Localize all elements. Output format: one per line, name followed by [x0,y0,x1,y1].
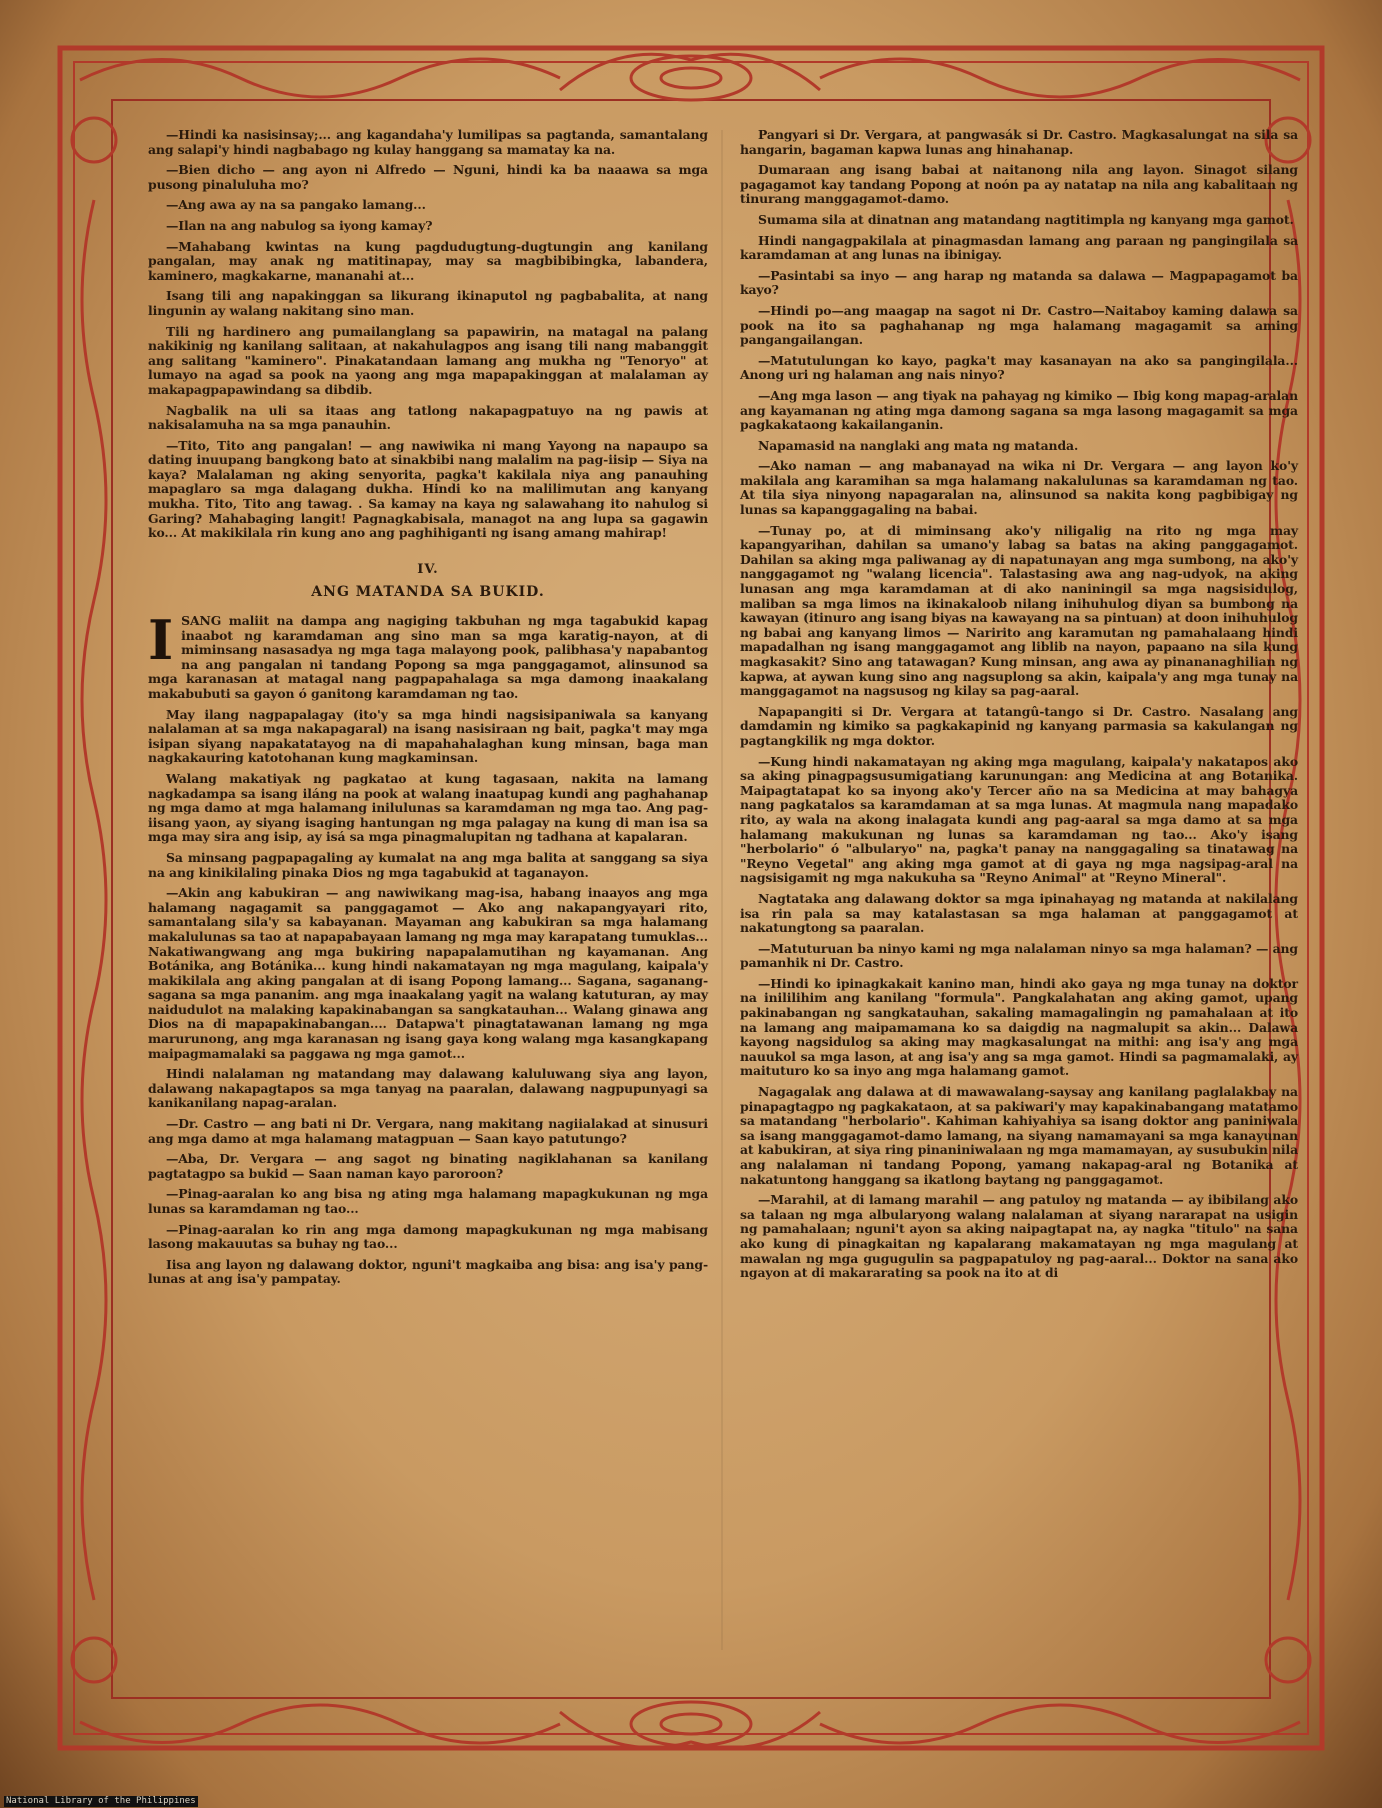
bottom-ornament [80,1702,1300,1748]
paragraph: —Pinag-aaralan ko ang bisa ng ating mga halamang mapagkukunan ng mga lunas sa karamdaman ng tao... [148,1186,708,1216]
paragraph: Hindi nangagpakilala at pinagmasdan lamang ang paraan ng pangingilala sa karamdaman at ang lunas na ibinigay. [740,232,1298,263]
paragraph: Nagagalak ang dalawa at di mawawalang-saysay ang kanilang paglalakbay na pinapagtagpo ng pagkakataon, at sa pakiwari'y may kapakinabangang matatamo sa matandang "herbolario". Kahiman kahiyahiya sa isang doktor ang paniniwala sa isang manggagamot-damo lamang, na siyang namamayani sa mga kanayunan at kabukiran, at siya ring pinaniniwalaan ng mga mamamayan, ay susubukin nila ang nalalaman ni tandang Popong, yamang nakapag-aral ng Botanika at nakatuntong hanggang sa ikatlong baytang ng panggagamot. [740,1084,1298,1187]
paragraph: —Bien dicho — ang ayon ni Alfredo — Nguni, hindi ka ba naaawa sa mga pusong pinaluluha mo? [148,162,708,192]
paragraph: —Aba, Dr. Vergara — ang sagot ng binating nagiklahanan sa kanilang pagtatagpo sa bukid — Saan naman kayo paroroon? [148,1151,708,1181]
paragraph: —Tito, Tito ang pangalan! — ang nawiwika ni mang Yayong na napaupo sa dating inuupang bangkong bato at sinakbibi nang malalim na pag-iisip — Siya na kaya? Malalaman ng aking senyorita, pagka't kakilala niya ang panauhing mapaglaro sa mga dalagang dukha. Hindi ko na malilimutan ang kanyang mukha. Tito, Tito ang tawag. . Sa kamay na kaya ng salawahang ito nahulog si Garing? Mahabaging langit! Pagnagkabisala, managot na ang lupa sa gagawin ko... At makikilala rin kung ano ang paghihiganti ng isang amang mahirap! [148,437,708,541]
paragraph: Sumama sila at dinatnan ang matandang nagtitimpla ng kanyang mga gamot. [758,211,1294,227]
paragraph: Pangyari si Dr. Vergara, at pangwasák si Dr. Castro. Magkasalungat na sila sa hangarin, bagaman kapwa lunas ang hinahanap. [740,127,1298,157]
paragraph-text: SANG maliit na dampa ang nagiging takbuhan ng mga tagabukid kapag inaabot ng karamdaman ang sino man sa mga karatig-nayon, at di miminsang nasasadya ng mga taga malayong pook, palibhasa'y napabantog na ang pangalan ni tandang Popong sa mga panggagamot, alinsunod sa mga karanasan at matagal nang pagpapahalaga sa mga damong inaakalang makabubuti sa gayon ó ganitong karamdaman ng tao. [148,613,708,701]
paragraph: Dumaraan ang isang babai at naitanong nila ang layon. Sinagot silang pagagamot kay tandang Popong at noón pa ay natatap na nila ang kabalitaan ng tinurang manggagamot-damo. [740,162,1298,207]
paragraph: —Mahabang kwintas na kung pagdudugtung-dugtungin ang kanilang pangalan, may anak ng matitinapay, may sa magbibibingka, labandera, kaminero, magkakarne, mananahi at... [148,238,708,283]
right-column [740,128,1298,1287]
paragraph-opening [148,608,708,702]
paragraph: —Hindi po—ang maagap na sagot ni Dr. Castro—Naitaboy kaming dalawa sa pook na ito sa paghahanap ng mga halamang magagamit sa aming pangangailangan. [740,302,1298,348]
paragraph: May ilang nagpapalagay (ito'y sa mga hindi nagsisipaniwala sa kanyang nalalaman at sa mga nakapagaral) na isang nasisiraan ng bait, pagka't may mga isipan siyang napakatatayog na di mapahahalaghan kung minsan, baga man nagkakauring katotohanan kung magkaminsan. [148,706,708,766]
paragraph: Napapangiti si Dr. Vergara at tatangû-tango si Dr. Castro. Nasalang ang damdamin ng kimiko sa pagkakapinid ng kanyang parmasia sa kakulangan ng pagtangkilik ng mga doktor. [740,703,1298,748]
paragraph: —Pinag-aaralan ko rin ang mga damong mapagkukunan ng mga mabisang lasong makauutas sa buhay ng tao... [148,1221,708,1252]
paragraph: Tili ng hardinero ang pumailanglang sa papawirin, na matagal na palang nakikinig ng kanilang salitaan, at nakahulagpos ang isang tili nang mabanggit ang salitang "kaminero". Pinakatandaan lamang ang mukha ng "Tenoryo" at lumayo na agad sa pook na yaong ang mga mapapakinggan at malalaman ay makapagpapawindang sa dibdib. [148,323,708,397]
paragraph: Walang makatiyak ng pagkatao at kung tagasaan, nakita na lamang nagkadampa sa isang iláng na pook at walang inaatupag kundi ang paghahanap ng mga damo at mga halamang inilulunas sa karamdaman ng mga tao. Ang pag-iisang yaon, ay siyang isaging hantungan ng mga palagay na kung di man isa sa mga may sira ang isip, ay isá sa mga pinagmalupitan ng tadhana at kapalaran. [148,770,708,845]
paragraph: —Hindi ko ipinagkakait kanino man, hindi ako gaya ng mga tunay na doktor na inililihim ang kanilang "formula". Pangkalahatan ang aking gamot, upang pakinabangan ng sangkatauhan, sakaling mamagalingin ng pamahalaan at ito na lamang ang maipamamana ko sa daigdig na nagmalupit sa akin... Dalawa kayong nagsidulog sa aking may magkasalungat na mithi: ang isa'y ang mga nauukol sa mga lason, at ang isa'y ang sa mga gamot. Hindi sa pagmamalaki, ay maituturo ko sa inyo ang mga halamang gamot. [740,975,1298,1079]
paragraph: —Pasintabi sa inyo — ang harap ng matanda sa dalawa — Magpapagamot ba kayo? [740,267,1298,298]
paragraph: Sa minsang pagpapagaling ay kumalat na ang mga balita at sanggang sa siya na ang kinikilaling pinaka Dios ng mga tagabukid at taganayon. [148,849,708,880]
section-title: ANG MATANDA SA BUKID. [311,584,545,601]
paragraph: Isang tili ang napakinggan sa likurang ikinaputol ng pagbabalita, at nang lingunin ay walang nakitang sino man. [148,288,708,318]
paragraph: —Ang awa ay na sa pangako lamang... [166,197,426,213]
paragraph: —Kung hindi nakamatayan ng aking mga magulang, kaipala'y nakatapos ako sa aking pinagpagsusumigatiang karunungan: ang Medicina at ang Botanika. Maipagtatapat ko sa inyong ako'y Tercer año na sa Medicina at may bahagya nang pagkatalos sa karamdaman at sa mga lunas. At magmula nang mapadako rito, ay wala na akong inalagata kundi ang pag-aaral sa mga damo at sa mga halamang makukunan ng lunas sa karamdaman ng tao... Ako'y isang "herbolario" ó "albularyo" na, pagka't panay na nanggagaling sa tinatawag na "Reyno Vegetal" ang aking mga gamot at di gaya ng mga nagsipag-aral na nagsisigamit ng mga nakukuha sa "Reyno Animal" at "Reyno Mineral". [740,753,1298,886]
paragraph: Hindi nalalaman ng matandang may dalawang kaluluwang siya ang layon, dalawang nakapagtapos sa mga tanyag na paaralan, dalawang nagpupunyagi sa kanikanilang napag-aralan. [148,1066,708,1111]
paragraph: Nagtataka ang dalawang doktor sa mga ipinahayag ng matanda at nakilalang isa rin pala sa may katalastasan sa mga halaman at panggagamot at nakatungtong sa paaralan. [740,890,1298,936]
paragraph: —Akin ang kabukiran — ang nawiwikang mag-isa, habang inaayos ang mga halamang nagagamit sa panggagamot — Ako ang nakapangyayari rito, samantalang sila'y sa kabayanan. Mayaman ang kabukiran sa mga halamang makalulunas sa tao at napapabayaan lamang ng mga may karapatang tumuklas... Nakatiwangwang ang mga bukiring napapalamutihan ng kayamanan. Ang Botánika, ang Botánika... kung hindi nakamatayan ng mga magulang, kaipala'y makikilala ang aking pangalan at di isang Popong lamang... Sagana, saganang-sagana sa mga pananim. ang mga inaakalang yagit na walang katuturan, ay may naidudulot na malaking kapakinabangan sa sangkatauhan... Walang ginawa ang Dios na di mapapakinabangan.... Datapwa't pinagtatawanan lamang ng mga marurunong, ang mga karanasan ng isang gaya kong walang mga kasangkapang maipagmamalaki sa paggawa ng mga gamot... [148,885,708,1061]
paragraph: —Marahil, at di lamang marahil — ang patuloy ng matanda — ay ibibilang ako sa talaan ng mga albularyong walang nalalaman at siyang nararapat na usigin ng pamahalaan; nguni't ayon sa aking naipagtapat na, ay nagka "titulo" na sana ako kung di pinagkaitan ng kapalarang makamatayan ng mga magulang at mawalan ng mga gugugulin sa pagpapatuloy ng pag-aaral... Doktor na sana ako ngayon at di makararating sa pook na ito at di [740,1192,1298,1281]
paragraph: Iisa ang layon ng dalawang doktor, nguni't magkaiba ang bisa: ang isa'y pang-lunas at ang isa'y pampatay. [148,1256,708,1287]
paragraph: —Ang mga lason — ang tiyak na pahayag ng kimiko — Ibig kong mapag-aralan ang kayamanan ng ating mga damong sagana sa mga lasong magagamit sa mga pagkakataong kakailanganin. [740,387,1298,433]
paragraph: —Ilan na ang nabulog sa iyong kamay? [166,217,433,233]
paragraph: —Dr. Castro — ang bati ni Dr. Vergara, nang makitang nagiialakad at sinusuri ang mga damo at mga halamang matagpuan — Saan kayo patutungo? [148,1116,708,1146]
paragraph: —Hindi ka nasisinsay;... ang kagandaha'y lumilipas sa pagtanda, samantalang ang salapi'y hindi nagbabago ng kulay hanggang sa mamatay ka na. [148,127,708,157]
library-watermark: National Library of the Philippines [6,1796,196,1806]
drop-cap: I [148,608,174,673]
section-number: IV. [417,561,439,577]
paragraph: Nagbalik na uli sa itaas ang tatlong nakapagpatuyo na ng pawis at nakisalamuha na sa mga panauhin. [148,402,708,433]
paragraph: —Matutulungan ko kayo, pagka't may kasanayan na ako sa pangingilala... Anong uri ng halaman ang nais ninyo? [740,352,1298,383]
paragraph: Napamasid na nanglaki ang mata ng matanda. [758,437,1079,453]
left-ornament [72,118,116,1682]
paragraph: —Matuturuan ba ninyo kami ng mga nalalaman ninyo sa mga halaman? — ang pamanhik ni Dr. Castro. [740,940,1298,971]
left-column [148,128,708,1293]
paragraph: —Tunay po, at di miminsang ako'y niligalig na rito ng mga may kapangyarihan, dahilan sa umano'y labag sa batas na aking panggagamot. Dahilan sa aking mga paliwanag ay di napatunayan ang mga sumbong, na ako'y nanggagamot ng "walang licencia". Talastasing awa ang nag-udyok, na aking lunasan ang mga karamdaman at di ako naniningil sa mga nagsisidulog, maliban sa mga limos na ikinakaloob nilang inihuhulog diyan sa bumbong na kawayan (itinuro ang isang biyas na kawayang na sa pintuan) at doon inihuhulog ng babai ang kanyang limos — Naririto ang karamutan ng pamahalaang hindi mapadalhan ng isang manggagamot ang liblib na nayon, papaano na sila kung magkasakit? Sino ang tatawagan? Kung minsan, ang awa ay pinananaghilian ng kapwa, at aywan kung sino ang nagsuplong sa akin, kaipala'y ang mga tunay na manggagamot na nagsusog ng kilay sa pag-aaral. [740,522,1298,699]
paragraph: —Ako naman — ang mabanayad na wika ni Dr. Vergara — ang layon ko'y makilala ang karamihan sa mga halamang nakalulunas sa karamdaman ng tao. At tila siya ninyong napagaralan na, alinsunod sa nakita kong pagbibigay ng lunas sa kapanggagaling na babai. [740,458,1298,518]
